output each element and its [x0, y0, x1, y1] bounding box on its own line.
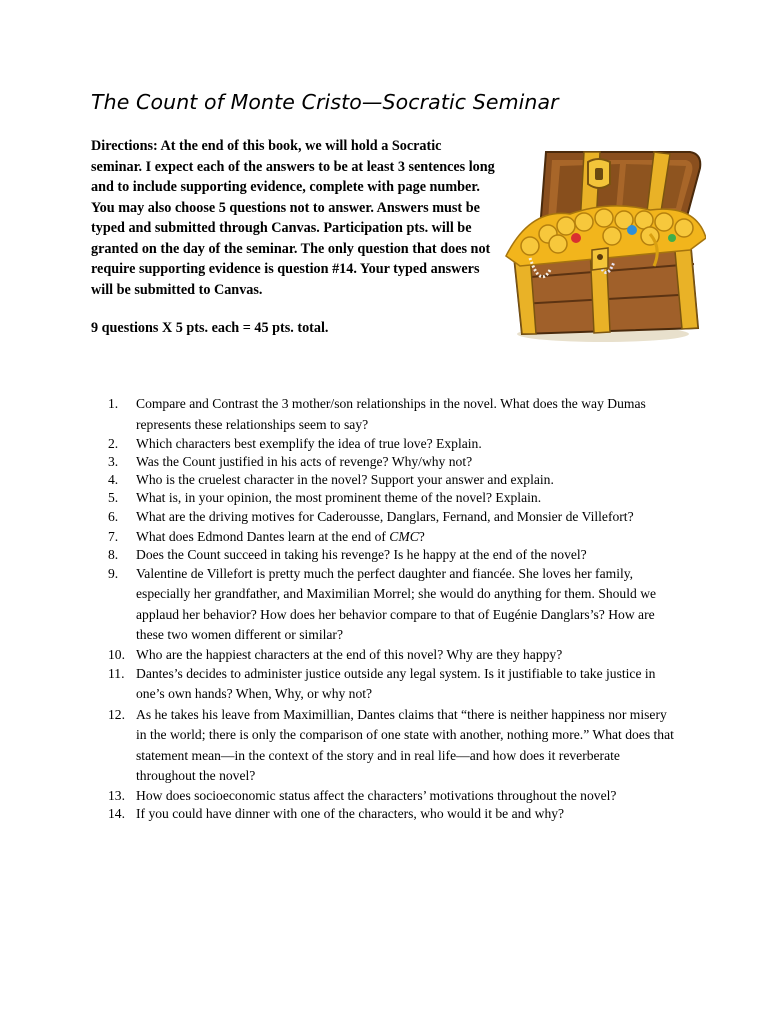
question-number: 8. [108, 546, 119, 562]
question-text: How does socioeconomic status affect the characters’ motivations throughout the novel? [136, 787, 617, 803]
question-text-end: ? [418, 528, 425, 544]
points-note: 9 questions X 5 pts. each = 45 pts. total. [91, 320, 329, 336]
question-text: As he takes his leave from Maximillian, Dantes claims that “there is neither happiness nor misery in the world; there is only the comparison of one state with another, nothing more.” What does that statement mean—in the context of the story and in real life—and how does it reverberate throughout the novel? [136, 706, 674, 783]
question-number: 6. [108, 509, 119, 524]
question-number: 11. [108, 665, 125, 681]
question-item-10 [108, 646, 674, 664]
question-number: 3. [108, 454, 119, 469]
question-text: Dantes’s decides to administer justice outside any legal system. Is it justifiable to take justice in one’s own hands? When, Why, or why not? [136, 665, 656, 701]
question-number: 7. [108, 528, 119, 544]
directions-paragraph: Directions: At the end of this book, we will hold a Socratic seminar. I expect each of the answers to be at least 3 sentences long and to include supporting evidence, complete with page number. You may also choose 5 questions not to answer. Answers must be typed and submitted through Canvas. Participation pts. will be granted on the day of the seminar. The only question that does not require supporting evidence is question #14. Your typed answers will be submitted to Canvas. [91, 138, 495, 298]
question-item-6 [108, 507, 674, 528]
question-item-4 [108, 471, 674, 489]
question-number: 5. [108, 490, 119, 505]
question-item-1 [108, 394, 674, 435]
treasure-chest-icon [500, 138, 706, 344]
question-list [108, 394, 674, 823]
question-item-8 [108, 546, 674, 564]
question-text-start: What does Edmond Dantes learn at the end of [136, 528, 390, 544]
question-item-3 [108, 453, 674, 471]
question-item-5 [108, 489, 674, 507]
question-item-12 [108, 705, 674, 787]
question-number: 13. [108, 787, 125, 803]
question-item-13 [108, 787, 674, 805]
question-number: 9. [108, 565, 119, 581]
question-text: Who is the cruelest character in the novel? Support your answer and explain. [136, 472, 554, 487]
question-number: 4. [108, 472, 119, 487]
question-number: 14. [108, 805, 125, 821]
question-number: 12. [108, 706, 125, 722]
question-text-title-abbrev: CMC [389, 528, 419, 544]
question-item-7 [108, 528, 674, 546]
question-item-14 [108, 805, 674, 823]
question-text: If you could have dinner with one of the characters, who would it be and why? [136, 805, 565, 821]
question-text: Compare and Contrast the 3 mother/son relationships in the novel. What does the way Dumas represents these relationships seem to say? [136, 396, 646, 432]
question-text: Does the Count succeed in taking his revenge? Is he happy at the end of the novel? [136, 546, 587, 562]
question-text: Was the Count justified in his acts of revenge? Why/why not? [136, 454, 473, 469]
question-text: What is, in your opinion, the most prominent theme of the novel? Explain. [136, 490, 542, 505]
question-item-11 [108, 664, 674, 705]
question-item-9 [108, 564, 674, 646]
question-number: 2. [108, 436, 119, 451]
question-item-2 [108, 435, 674, 453]
question-number: 10. [108, 646, 125, 662]
document-title: The Count of Monte Cristo—Socratic Seminar [91, 90, 559, 114]
question-number: 1. [108, 396, 119, 411]
question-text: What are the driving motives for Caderousse, Danglars, Fernand, and Monsier de Villefort? [136, 509, 634, 524]
question-text: Valentine de Villefort is pretty much the perfect daughter and fiancée. She loves her family, especially her grandfather, and Maximilian Morrel; she would do anything for them. Should we applaud her behavior? How does her behavior compare to that of Eugénie Danglars’s? How are these two women different or similar? [136, 565, 657, 642]
question-text: Which characters best exemplify the idea of true love? Explain. [136, 436, 482, 451]
question-text: Who are the happiest characters at the end of this novel? Why are they happy? [136, 646, 563, 662]
